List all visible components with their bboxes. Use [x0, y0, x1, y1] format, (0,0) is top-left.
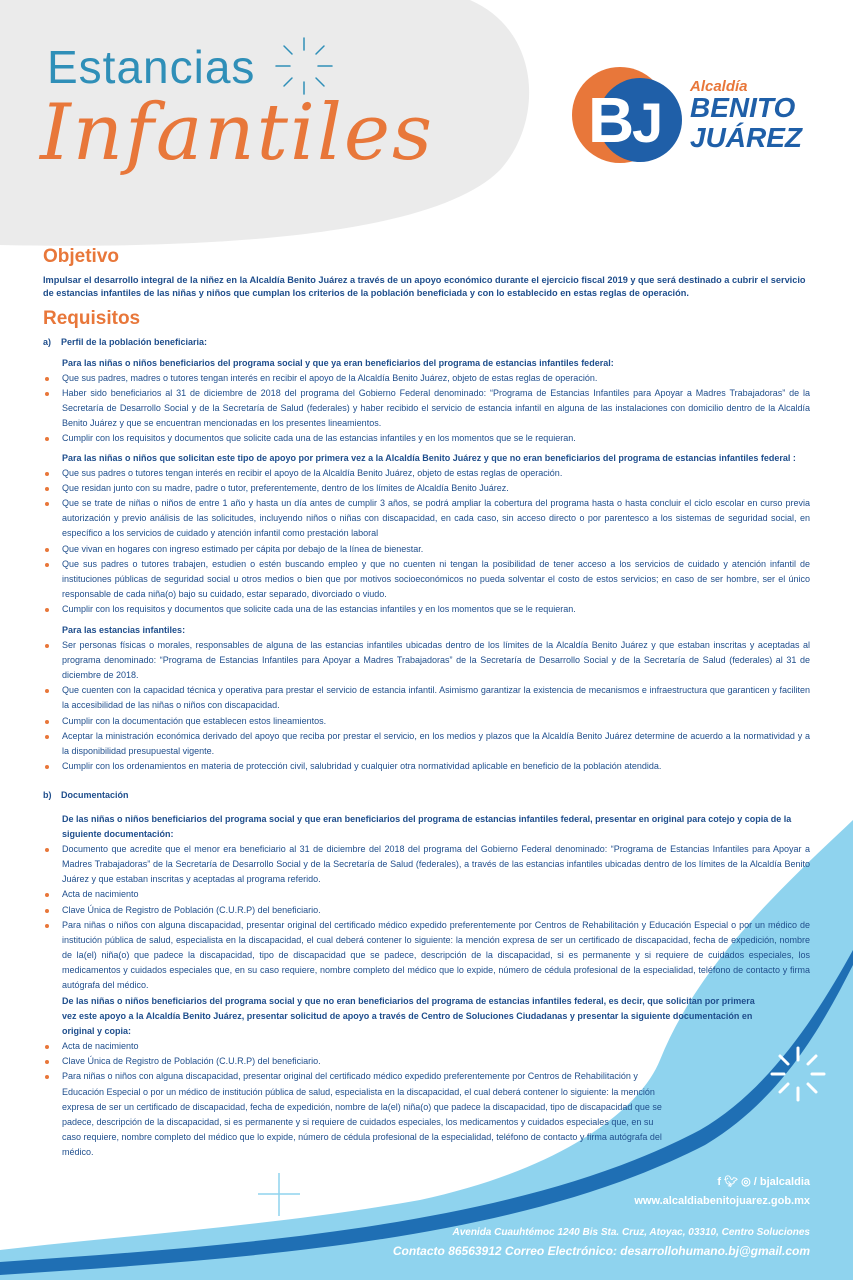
- list-item: Que sus padres, madres o tutores tengan interés en recibir el apoyo de la Alcaldía Benito Juárez, objeto de estas reglas de operación.: [43, 371, 810, 386]
- social-handle[interactable]: / bjalcaldia: [753, 1176, 810, 1188]
- list-item: Que sus padres o tutores tengan interés en recibir el apoyo de la Alcaldía Benito Juárez, objeto de estas reglas de operación.: [43, 466, 810, 481]
- list-item: Ser personas físicas o morales, responsables de alguna de las estancias infantiles ubicadas dentro de los límites de la Alcaldía Benito Juárez y que estaban inscritas y aceptadas al programa denominado: “Programa de Estancias Infantiles para Apoyar a Madres Trabajadoras” de la Secretaría de Desarrollo Social y de la Secretaría de Salud (federales) al 31 de diciembre de 2018.: [43, 638, 810, 683]
- list-item: Cumplir con la documentación que establecen estos lineamientos.: [43, 714, 810, 729]
- list-item: Acta de nacimiento: [43, 1039, 810, 1054]
- subsection-a-label: Perfil de la población beneficiaria:: [61, 337, 208, 347]
- list-item: Clave Única de Registro de Población (C.U.R.P) del beneficiario.: [43, 1054, 810, 1069]
- list-item: Documento que acredite que el menor era beneficiario al 31 de diciembre del 2018 del programa del Gobierno Federal denominado: “Programa de Estancias Infantiles para Apoyar a Madres Trabajadoras” de la Secretaría de Desarrollo Social y de la Secretaría de Salud (federales), a través de las estancias infantiles ubicadas dentro de los límites de la Alcaldía Benito Juárez y que estaban inscritas y aceptadas al programa referido.: [43, 842, 810, 887]
- logo-benito: BENITO: [690, 92, 796, 123]
- list-item: Aceptar la ministración económica derivado del apoyo que reciba por prestar el servicio, en los medios y plazos que la Alcaldía Benito Juárez determine de acuerdo a la normatividad y a la disponibilidad presupuestal vigente.: [43, 729, 810, 759]
- list-item: Clave Única de Registro de Población (C.U.R.P) del beneficiario.: [43, 903, 810, 918]
- list-item: Para niñas o niños con alguna discapacidad, presentar original del certificado médico expedido preferentemente por Centros de Rehabilitación y Educación Especial o por un médico de institución pública de salud, especialista en la discapacidad, el cual deberá contener lo siguiente: la mención expresa de ser un certificado de discapacidad, fecha de expedición, nombre de la(el) niña(o) que padece la discapacidad, tipo de discapacidad que se padece, descripción de la discapacidad, si es permanente y si requiere de cuidados especiales, los medicamentos y cuidados especiales que, en su caso requiere, nombre completo del médico que lo expide, número de cédula profesional de la especialidad, teléfono de contacto y firma autógrafa del médico.: [43, 918, 810, 993]
- documentation-group-2-heading: De las niñas o niños beneficiarios del programa social y que no eran beneficiarios del programa de estancias infantiles federal, es decir, que solicitan por primera vez este apoyo a la Alcaldía Benito Juárez, presentar solicitud de apoyo a través de Centro de Soluciones Ciudadanas y presentar la siguiente documentación en original y copia:: [62, 996, 755, 1037]
- contact-text: Contacto 86563912 Correo Electrónico: desarrollohumano.bj@gmail.com: [392, 1244, 810, 1258]
- twitter-icon[interactable]: 🐦︎: [724, 1176, 739, 1188]
- objetivo-heading: Objetivo: [43, 246, 120, 267]
- group-1: [43, 356, 810, 447]
- group-2: [43, 451, 810, 617]
- list-item: Que sus padres o tutores trabajen, estudien o estén buscando empleo y que no cuenten ni tengan la posibilidad de tener acceso a los servicios de cuidado y atención infantil de instituciones públicas de seguridad social u otros medios o bien que por motivos socioeconómicos no pueda solventar el costo de estos servicios; en caso de ser hombre, ser el único responsable de cada niña(o) bajo su cuidado, estar separado, divorciado o viudo.: [43, 557, 810, 602]
- title-infantiles: Infantiles: [40, 88, 435, 178]
- documentation-group-1-heading: De las niñas o niños beneficiarios del programa social y que eran beneficiarios del programa de estancias infantiles federal, presentar en original para cotejo y copia de la siguiente documentación:: [62, 814, 792, 840]
- list-item: Cumplir con los requisitos y documentos que solicite cada una de las estancias infantiles y en los momentos que se le requieran.: [43, 431, 810, 446]
- facebook-icon[interactable]: f: [717, 1176, 721, 1188]
- list-item: Que cuenten con la capacidad técnica y operativa para prestar el servicio de estancia infantil. Asimismo garantizar la existencia de mecanismos e infraestructura que garanticen y faciliten la accesibilidad de las niñas o niños con discapacidad.: [43, 683, 810, 713]
- svg-text:B: B: [588, 84, 635, 156]
- logo-alcaldia-label: Alcaldía: [690, 78, 748, 95]
- list-item: Cumplir con los ordenamientos en materia de protección civil, salubridad y cualquier otra normatividad aplicable en beneficio de la población atendida.: [43, 759, 810, 774]
- list-item: Para niñas o niños con alguna discapacidad, presentar original del certificado médico expedido preferentemente por Centros de Rehabilitación y Educación Especial o por un médico de institución pública de salud, especialista en la discapacidad, el cual deberá contener lo siguiente: la mención expresa de ser un certificado de discapacidad, fecha de expedición, nombre de la(el) niña(o) que padece la discapacidad, tipo de discapacidad que se padece, descripción de la discapacidad, si es permanente y si requiere de cuidados especiales, los medicamentos y cuidados especiales que, en su caso requiere, nombre completo del médico que lo expide, número de cédula profesional de la especialidad, teléfono de contacto y firma autógrafa del médico.: [43, 1069, 810, 1160]
- subsection-b-label: Documentación: [61, 790, 129, 800]
- list-item: Que vivan en hogares con ingreso estimado per cápita por debajo de la línea de bienestar.: [43, 542, 810, 557]
- instagram-icon[interactable]: ◎: [741, 1176, 751, 1188]
- list-item: Cumplir con los requisitos y documentos que solicite cada una de las estancias infantiles y en los momentos que se le requieran.: [43, 602, 810, 617]
- svg-text:J: J: [632, 91, 664, 154]
- website-link[interactable]: www.alcaldiabenitojuarez.gob.mx: [634, 1195, 810, 1207]
- group-1-heading: Para las niñas o niños beneficiarios del programa social y que ya eran beneficiarios del programa de estancias infantiles federal:: [62, 358, 614, 368]
- logo-juarez: JUÁREZ: [690, 122, 803, 153]
- address-text: Avenida Cuauhtémoc 1240 Bis Sta. Cruz, Atoyac, 03310, Centro Soluciones: [452, 1227, 810, 1238]
- list-item: Haber sido beneficiarios al 31 de diciembre de 2018 del programa del Gobierno Federal denominado: “Programa de Estancias Infantiles para Apoyar a Madres Trabajadoras” de la Secretaría de Desarrollo Social y de la Secretaría de Salud (federales) y haber recibido el servicio de estancia infantil en alguna de las instalaciones con domicilio dentro de la Alcaldía Benito Juárez y que se encuentran mencionadas en los presentes lineamientos.: [43, 386, 810, 431]
- list-item: Que se trate de niñas o niños de entre 1 año y hasta un día antes de cumplir 3 años, se podrá ampliar la cobertura del programa hasta o hasta concluir el ciclo escolar en curso previa autorización y previo análisis de las solicitudes, incluyendo niños o niñas con discapacidad, en cada caso, sin acceso directo o por parentesco a los sistemas de seguridad social, en específico a los servicios de cuidado y atención infantil como prestación laboral: [43, 496, 810, 541]
- subsection-a-letter: a): [43, 337, 52, 347]
- list-item: Acta de nacimiento: [43, 887, 810, 902]
- list-item: Que residan junto con su madre, padre o tutor, preferentemente, dentro de los límites de Alcaldía Benito Juárez.: [43, 481, 810, 496]
- subsection-b: [43, 790, 129, 800]
- group-3: [43, 623, 810, 774]
- documentation-group-2: [43, 994, 810, 1160]
- requisitos-heading: Requisitos: [43, 308, 141, 329]
- group-2-heading: Para las niñas o niños que solicitan este tipo de apoyo por primera vez a la Alcaldía Benito Juárez y que no eran beneficiarios del programa de estancias infantiles federal :: [62, 453, 796, 463]
- title-estancias: Estancias: [47, 41, 256, 93]
- alcaldia-logo-icon: [570, 60, 690, 170]
- subsection-b-letter: b): [43, 790, 52, 800]
- sparkle-icon: [272, 36, 336, 96]
- group-3-heading: Para las estancias infantiles:: [62, 625, 186, 635]
- social-row: [717, 1175, 810, 1188]
- subsection-a: [43, 337, 207, 347]
- documentation-group-1: [43, 812, 810, 993]
- objetivo-text: Impulsar el desarrollo integral de la niñez en la Alcaldía Benito Juárez a través de un apoyo económico durante el ejercicio fiscal 2019 y que será destinado a cubrir el servicio de estancias infantiles de las niñas y niños que cumplan los criterios de la población beneficiada y con lo establecido en estas reglas de operación.: [43, 275, 806, 298]
